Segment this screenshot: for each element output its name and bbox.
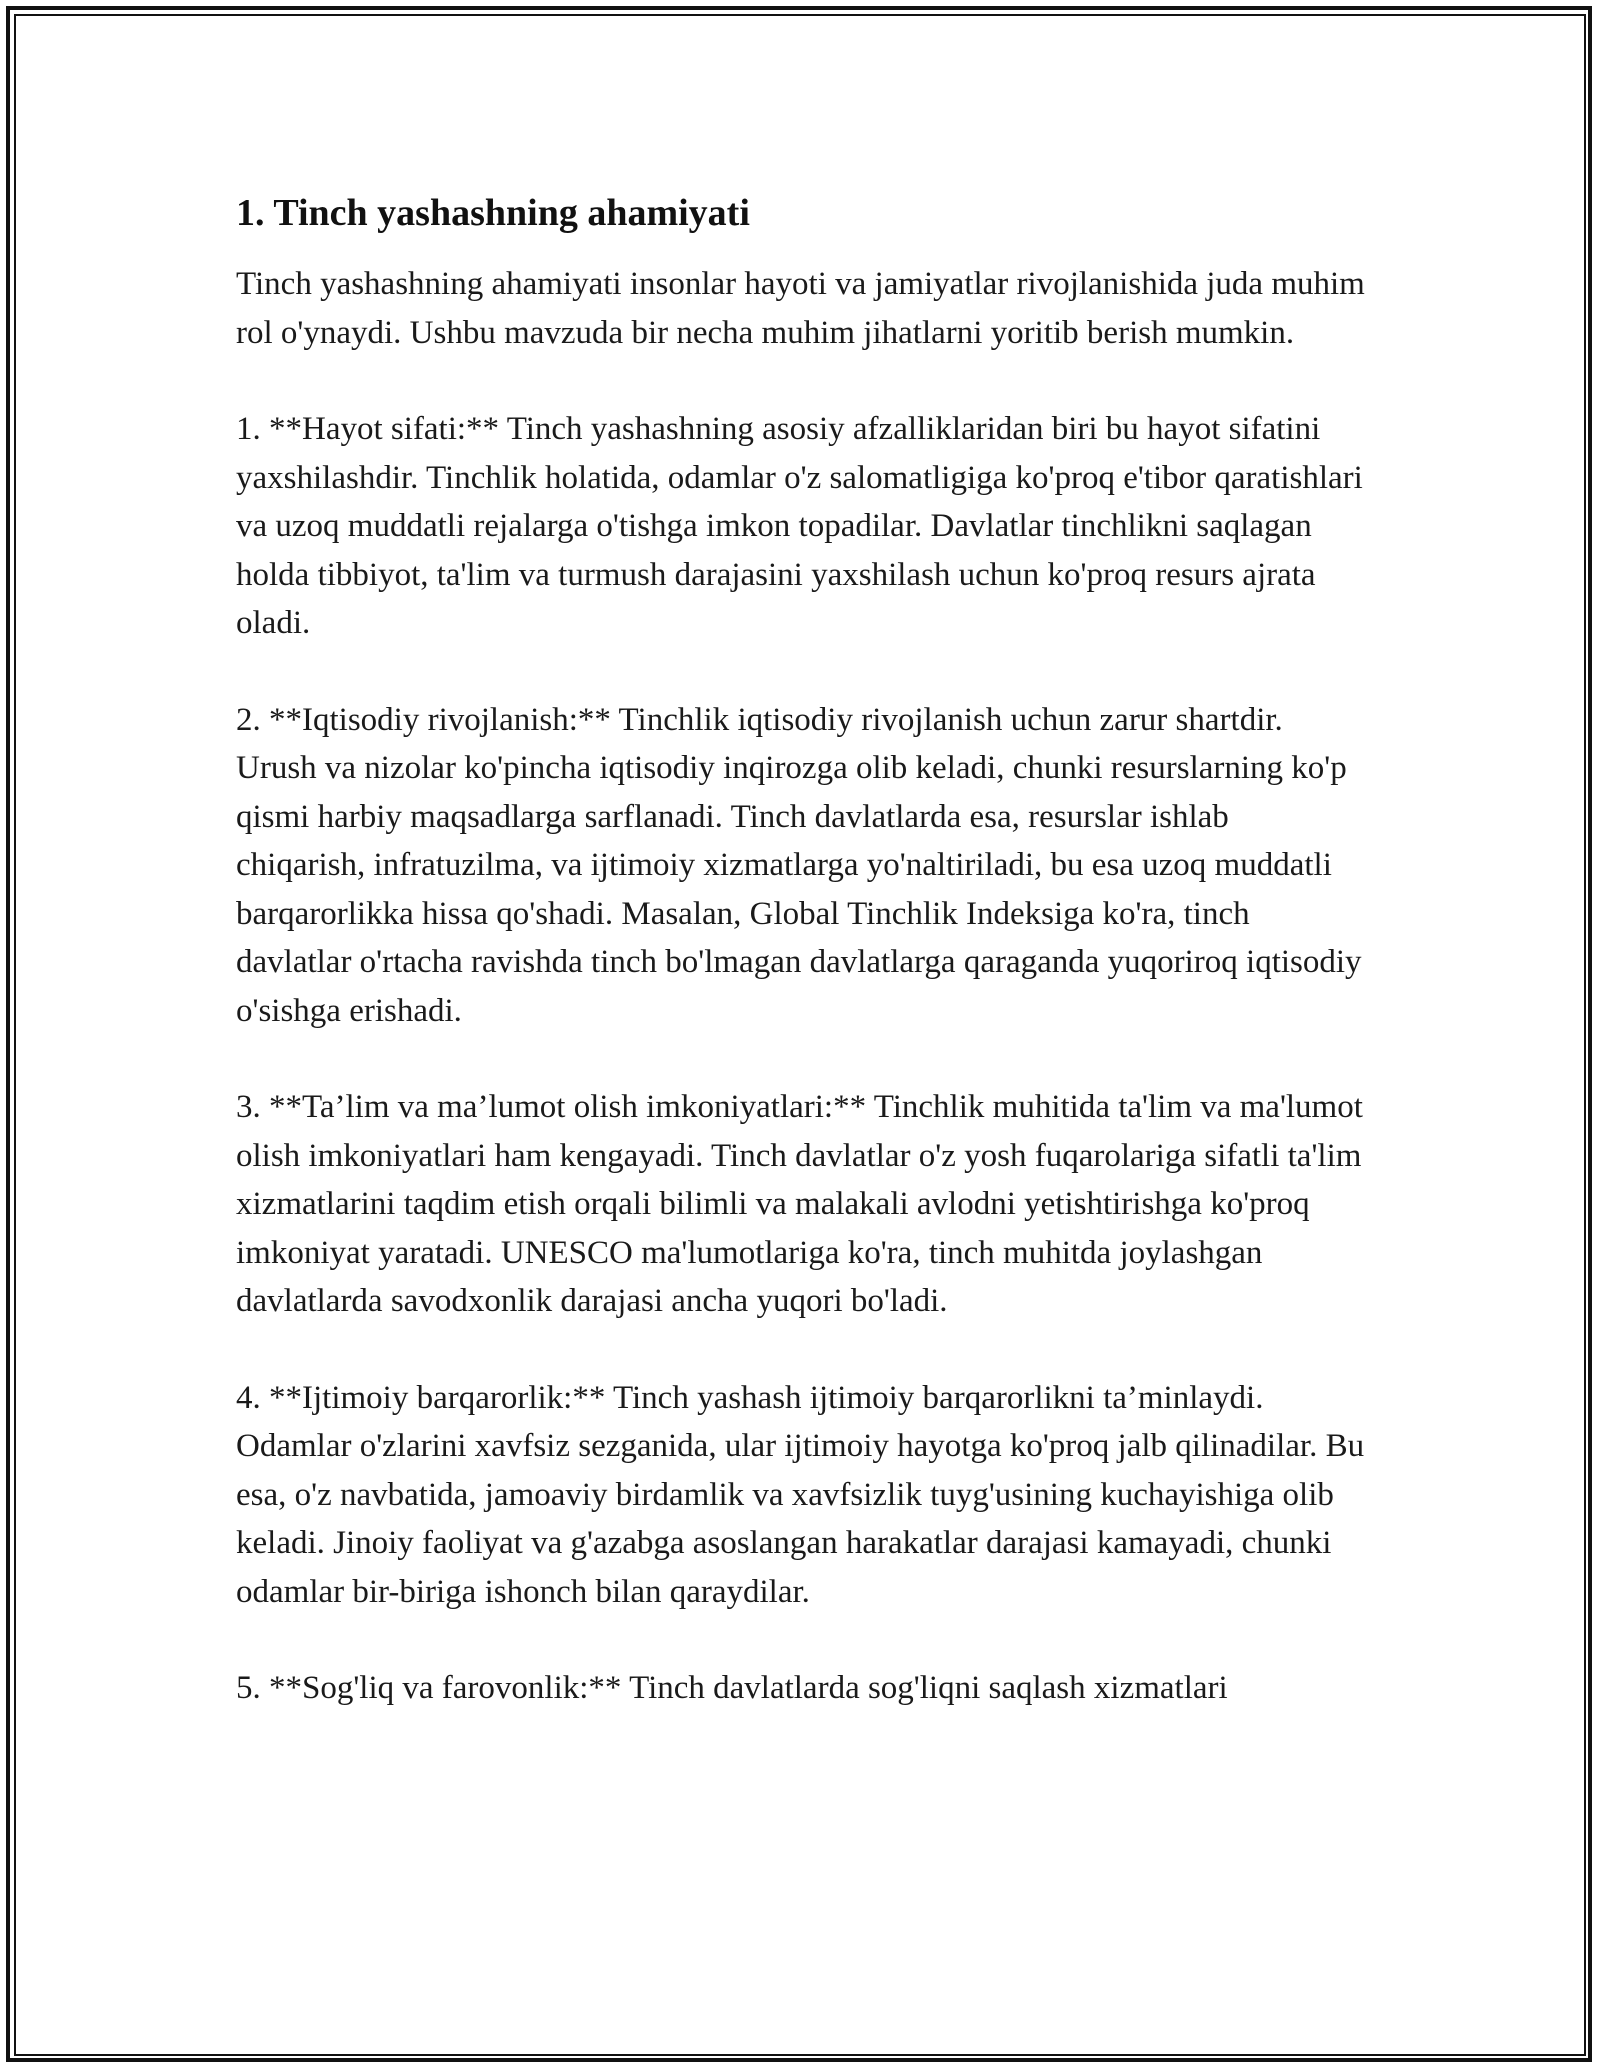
point-4-paragraph: 4. **Ijtimoiy barqarorlik:** Tinch yashash ijtimoiy barqarorlikni ta’minlaydi. Odamlar o'zlarini xavfsiz sezganida, ular ijtimoiy hayotga ko'proq jalb qilinadilar. Bu esa, o'z navbatida, jamoaviy birdamlik va xavfsizlik tuyg'usining kuchayishiga olib keladi. Jinoiy faoliyat va g'azabga asoslangan harakatlar darajasi kamayadi, chunki odamlar bir-biriga ishonch bilan qaraydilar.: [236, 1379, 1365, 1610]
intro-paragraph: Tinch yashashning ahamiyati insonlar hayoti va jamiyatlar rivojlanishida juda muhim rol o'ynaydi. Ushbu mavzuda bir necha muhim jihatlarni yoritib berish mumkin.: [236, 266, 1365, 351]
point-3-paragraph: 3. **Ta’lim va ma’lumot olish imkoniyatlari:** Tinchlik muhitida ta'lim va ma'lumot olish imkoniyatlari ham kengayadi. Tinch davlatlar o'z yosh fuqarolariga sifatli ta'lim xizmatlarini taqdim etish orqali bilimli va malakali avlodni yetishtirishga ko'proq imkoniyat yaratadi. UNESCO ma'lumotlariga ko'ra, tinch muhitda joylashgan davlatlarda savodxonlik darajasi ancha yuqori bo'ladi.: [236, 1089, 1363, 1319]
point-1-paragraph: 1. **Hayot sifati:** Tinch yashashning asosiy afzalliklaridan biri bu hayot sifatini yaxshilashdir. Tinchlik holatida, odamlar o'z salomatligiga ko'proq e'tibor qaratishlari va uzoq muddatli rejalarga o'tishga imkon topadilar. Davlatlar tinchlikni saqlagan holda tibbiyot, ta'lim va turmush darajasini yaxshilash uchun ko'proq resurs ajrata oladi.: [236, 411, 1363, 641]
document-body: [236, 186, 1366, 1761]
section-heading: 1. Tinch yashashning ahamiyati: [236, 192, 750, 234]
point-2-paragraph: 2. **Iqtisodiy rivojlanish:** Tinchlik iqtisodiy rivojlanish uchun zarur shartdir. Urush va nizolar ko'pincha iqtisodiy inqirozga olib keladi, chunki resurslarning ko'p qismi harbiy maqsadlarga sarflanadi. Tinch davlatlarda esa, resurslar ishlab chiqarish, infratuzilma, va ijtimoiy xizmatlarga yo'naltiriladi, bu esa uzoq muddatli barqarorlikka hissa qo'shadi. Masalan, Global Tinchlik Indeksiga ko'ra, tinch davlatlar o'rtacha ravishda tinch bo'lmagan davlatlarga qaraganda yuqoriroq iqtisodiy o'sishga erishadi.: [236, 701, 1362, 1029]
point-5-paragraph: 5. **Sog'liq va farovonlik:** Tinch davlatlarda sog'liqni saqlash xizmatlari: [236, 1670, 1228, 1706]
